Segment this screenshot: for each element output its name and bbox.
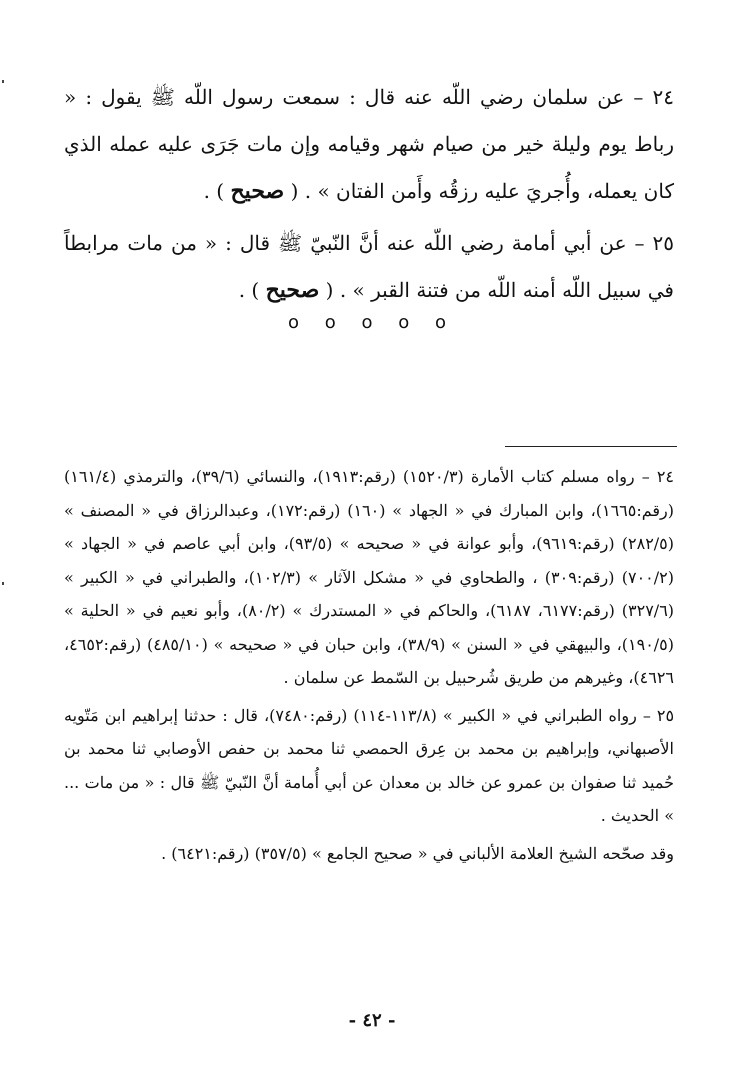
footnote-rule: [505, 446, 677, 447]
hadith-24: [64, 74, 674, 215]
scan-edge-mark: [2, 80, 4, 83]
footnote-albani: وقد صحّحه الشيخ العلامة الألباني في « صحيح الجامع » (٣٥٧/٥) (رقم:٦٤٢١) .: [161, 843, 674, 863]
hadith-tail: ) .: [238, 278, 260, 302]
page-number: - ٤٢ -: [348, 1010, 396, 1031]
hadith-25: [64, 220, 674, 314]
footnotes: [64, 460, 674, 874]
footnote-25: ٢٥ – رواه الطبراني في « الكبير » (١١٣/٨-١١٤) (رقم:٧٤٨٠)، قال : حدثنا إبراهيم ابن مَتّويه الأصبهاني، وإبراهيم بن محمد بن عِرق الحمصي ثنا محمد بن حفص الأوصابي ثنا محمد بن حُميد ثنا صفوان بن عمرو عن خالد بن معدان عن أبي أُمامة أنَّ النّبيّ ﷺ قال : « من مات ... » الحديث .: [64, 705, 675, 825]
hadith-tail: ) .: [203, 179, 225, 203]
hadith-grade: صحيح: [265, 277, 320, 303]
footnote-24: ٢٤ – رواه مسلم كتاب الأمارة (١٥٢٠/٣) (رقم:١٩١٣)، والنسائي (٣٩/٦)، والترمذي (١٦١/٤) (رقم:١٦٦٥)، وابن المبارك في « الجهاد » (١٦٠) (رقم:١٧٢)، وعبدالرزاق في « المصنف » (٢٨٢/٥) (رقم:٩٦١٩)، وأبو عوانة في « صحيحه » (٩٣/٥)، وابن أبي عاصم في « الجهاد » (٧٠٠/٢) (رقم:٣٠٩) ، والطحاوي في « مشكل الآثار » (١٠٢/٣)، والطبراني في « الكبير » (٣٢٧/٦) (رقم:٦١٧٧، ٦١٨٧)، والحاكم في « المستدرك » (٨٠/٢)، وأبو نعيم في « الحلية » (١٩٠/٥)، والبيهقي في « السنن » (٣٨/٩)، وابن حبان في « صحيحه » (٤٨٥/١٠) (رقم:٤٦٥٢، ٤٦٢٦)، وغيرهم من طريق شُرحبيل بن السّمط عن سلمان .: [64, 467, 675, 687]
scan-edge-mark: [2, 582, 4, 585]
hadith-text: ٢٤ – عن سلمان رضي اللّه عنه قال : سمعت رسول اللّه ﷺ يقول : « رباط يوم وليلة خير من صيام شهر وقيامه وإن مات جَرَى عليه عمله الذي كان يعمله، وأُجريَ عليه رزقُه وأَمن الفتان » . (: [64, 85, 674, 203]
section-separator: o o o o o: [288, 312, 456, 333]
hadith-text: ٢٥ – عن أبي أمامة رضي اللّه عنه أنَّ النّبيّ ﷺ قال : « من مات مرابطاً في سبيل اللّه أمنه اللّه من فتنة القبر » . (: [64, 231, 674, 302]
hadith-grade: صحيح: [230, 178, 285, 204]
